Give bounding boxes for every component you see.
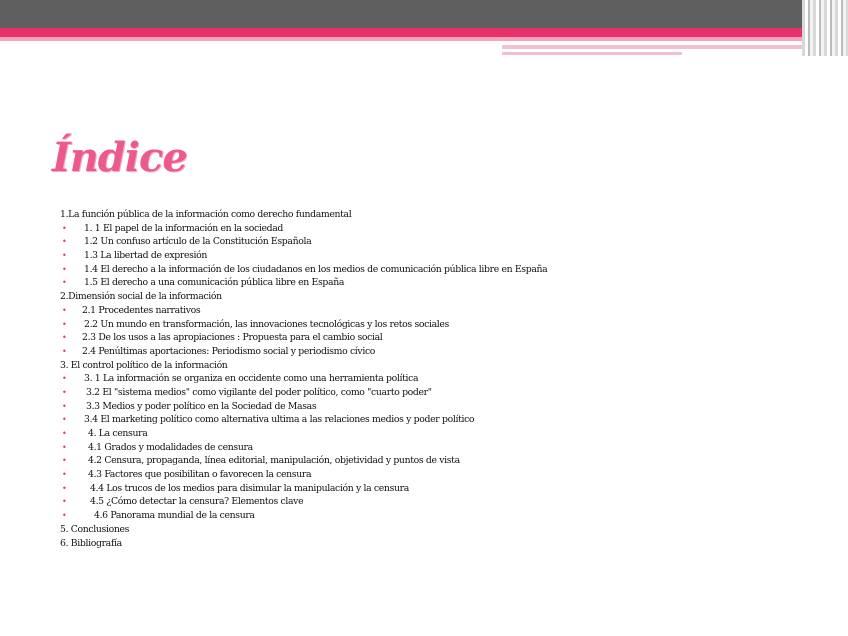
toc-item-label: 2.4 Penúltimas aportaciones: Periodismo social y periodismo cívico bbox=[82, 345, 376, 357]
toc-subitem bbox=[60, 372, 620, 386]
toc-item-label: 3. El control político de la información bbox=[60, 359, 228, 371]
toc-subitem bbox=[60, 495, 620, 509]
toc-subitem bbox=[60, 235, 620, 249]
toc-subitem bbox=[60, 400, 620, 414]
toc-item-label: 2.Dimensión social de la información bbox=[60, 291, 222, 303]
toc-item-label: 4.1 Grados y modalidades de censura bbox=[88, 441, 253, 453]
decorative-stripes bbox=[802, 0, 848, 56]
toc-item-label: 4.3 Factores que posibilitan o favorecen la censura bbox=[88, 469, 312, 481]
toc-subitem bbox=[60, 413, 620, 427]
toc-item-label: 3.2 El "sistema medios" como vigilante del poder político, como "cuarto poder" bbox=[86, 386, 432, 398]
toc-subitem bbox=[60, 345, 620, 359]
toc-item-label: 3. 1 La información se organiza en occidente como una herramienta política bbox=[84, 373, 419, 385]
bullet-icon: • bbox=[62, 497, 67, 507]
bullet-icon: • bbox=[62, 483, 67, 493]
table-of-contents bbox=[60, 208, 620, 550]
bullet-icon: • bbox=[62, 387, 67, 397]
toc-item-label: 1.La función pública de la información como derecho fundamental bbox=[60, 209, 352, 220]
bullet-icon: • bbox=[62, 442, 67, 452]
toc-subitem bbox=[60, 249, 620, 263]
toc-item-label: 2.2 Un mundo en transformación, las innovaciones tecnológicas y los retos sociales bbox=[84, 318, 449, 330]
toc-subitem bbox=[60, 386, 620, 400]
toc-item-label: 1.3 La libertad de expresión bbox=[84, 250, 208, 262]
header-band bbox=[0, 0, 848, 28]
toc-item-label: 1.2 Un confuso artículo de la Constitución Española bbox=[84, 236, 312, 248]
bullet-icon: • bbox=[62, 456, 67, 466]
toc-item bbox=[60, 523, 620, 537]
toc-item-label: 1.5 El derecho a una comunicación pública libre en España bbox=[84, 277, 345, 289]
toc-subitem bbox=[60, 318, 620, 332]
toc-subitem bbox=[60, 304, 620, 318]
decorative-line bbox=[502, 45, 802, 49]
toc-item-label: 3.3 Medios y poder político en la Sociedad de Masas bbox=[86, 400, 317, 412]
bullet-icon: • bbox=[62, 415, 67, 425]
toc-item-label: 2.1 Procedentes narrativos bbox=[82, 304, 201, 316]
toc-item-label: 4.4 Los trucos de los medios para disimular la manipulación y la censura bbox=[90, 482, 409, 494]
toc-subitem bbox=[60, 276, 620, 290]
bullet-icon: • bbox=[62, 401, 67, 411]
toc-subitem bbox=[60, 468, 620, 482]
toc-item-label: 4.2 Censura, propaganda, línea editorial, manipulación, objetividad y puntos de vista bbox=[88, 455, 460, 467]
bullet-icon: • bbox=[62, 319, 67, 329]
toc-item bbox=[60, 208, 620, 222]
toc-item-label: 2.3 De los usos a las apropiaciones : Propuesta para el cambio social bbox=[82, 332, 383, 344]
toc-subitem bbox=[60, 482, 620, 496]
toc-item-label: 4.5 ¿Cómo detectar la censura? Elementos clave bbox=[90, 496, 304, 508]
toc-item-label: 4.6 Panorama mundial de la censura bbox=[94, 510, 255, 522]
toc-subitem bbox=[60, 509, 620, 523]
header-accent-band bbox=[0, 28, 848, 37]
bullet-icon: • bbox=[62, 429, 67, 438]
decorative-line bbox=[502, 52, 682, 55]
bullet-icon: • bbox=[62, 305, 67, 315]
toc-item bbox=[60, 290, 620, 304]
bullet-icon: • bbox=[62, 264, 67, 274]
bullet-icon: • bbox=[62, 237, 67, 247]
bullet-icon: • bbox=[62, 278, 67, 288]
bullet-icon: • bbox=[62, 333, 67, 343]
toc-subitem bbox=[60, 454, 620, 468]
bullet-icon: • bbox=[62, 251, 67, 261]
toc-item bbox=[60, 359, 620, 373]
toc-item-label: 3.4 El marketing político como alternativa ultima a las relaciones medios y poder político bbox=[84, 414, 475, 426]
toc-subitem bbox=[60, 441, 620, 455]
toc-item-label: 1. 1 El papel de la información en la sociedad bbox=[84, 222, 283, 234]
header-accent-light bbox=[0, 37, 848, 41]
bullet-icon: • bbox=[62, 511, 67, 521]
toc-item bbox=[60, 537, 620, 551]
toc-subitem bbox=[60, 263, 620, 277]
toc-subitem bbox=[60, 222, 620, 236]
toc-item-label: 6. Bibliografía bbox=[60, 537, 122, 549]
bullet-icon: • bbox=[62, 223, 67, 233]
toc-item-label: 5. Conclusiones bbox=[60, 523, 130, 535]
toc-item-label: 1.4 El derecho a la información de los ciudadanos en los medios de comunicación pública libre en España bbox=[84, 263, 548, 275]
slide-title: Índice bbox=[52, 134, 187, 181]
toc-subitem bbox=[60, 331, 620, 345]
bullet-icon: • bbox=[62, 346, 67, 356]
toc-item-label: 4. La censura bbox=[88, 428, 148, 439]
bullet-icon: • bbox=[62, 470, 67, 480]
bullet-icon: • bbox=[62, 374, 67, 384]
toc-subitem bbox=[60, 427, 620, 441]
